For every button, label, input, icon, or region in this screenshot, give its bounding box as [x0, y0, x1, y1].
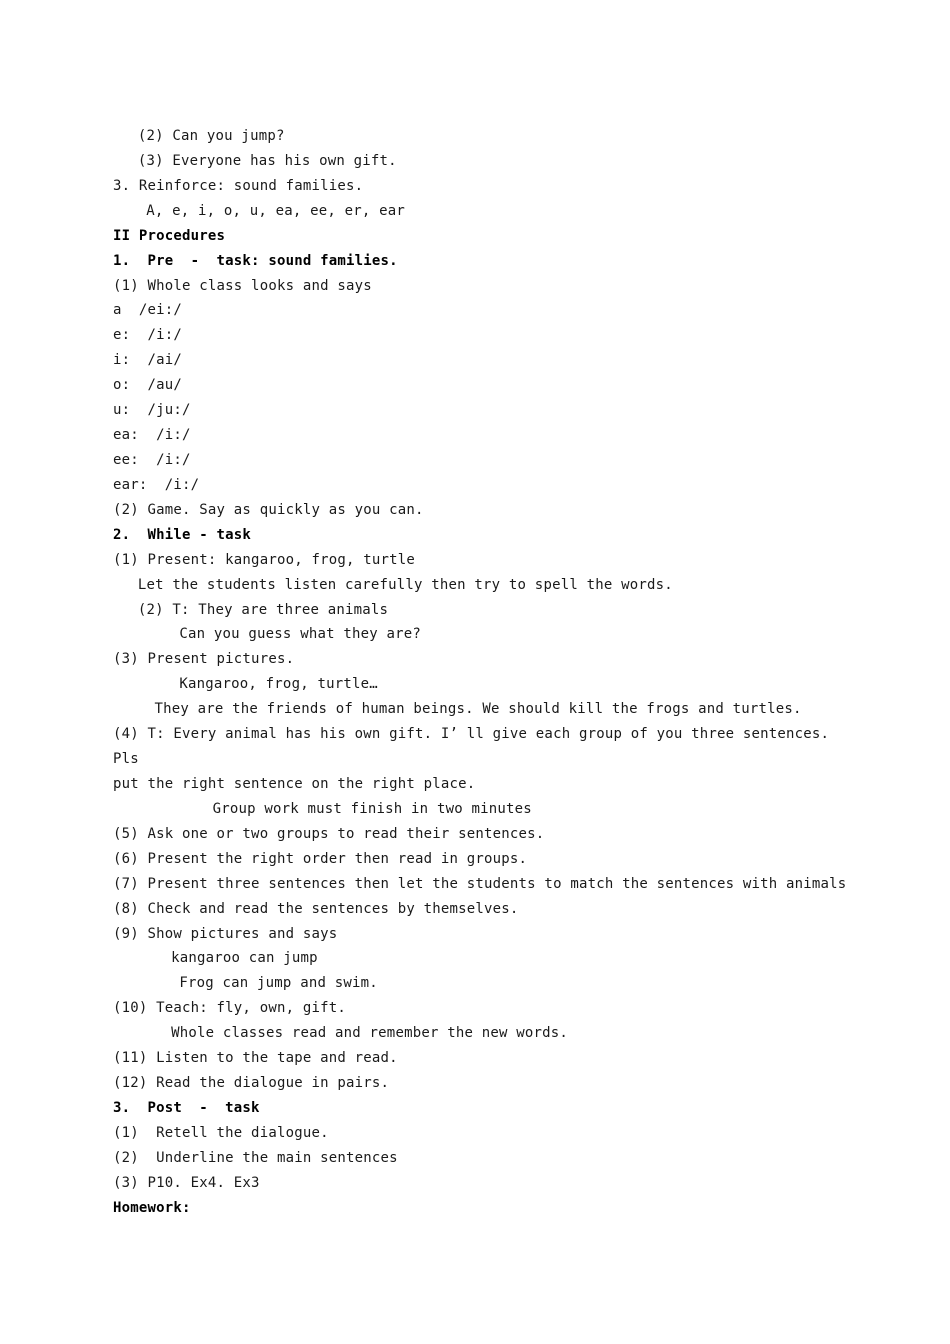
- text-line: Whole classes read and remember the new words.: [171, 1025, 569, 1042]
- text-line: ee: /i:/: [113, 451, 191, 468]
- text-line: ea: /i:/: [113, 427, 191, 444]
- text-line: Frog can jump and swim.: [179, 975, 378, 992]
- text-line: (12) Read the dialogue in pairs.: [113, 1075, 390, 1092]
- text-line: kangaroo can jump: [171, 950, 318, 967]
- text-line: (6) Present the right order then read in groups.: [113, 850, 528, 867]
- section-heading: II Procedures: [113, 227, 226, 244]
- text-line: e: /i:/: [113, 327, 183, 344]
- text-line: put the right sentence on the right place.: [113, 775, 476, 792]
- text-line: (11) Listen to the tape and read.: [113, 1050, 398, 1067]
- text-line: (3) Everyone has his own gift.: [137, 152, 397, 169]
- text-line: (7) Present three sentences then let the students to match the sentences with animals: [113, 875, 847, 892]
- text-line: (8) Check and read the sentences by themselves.: [113, 900, 519, 917]
- text-line: (1) Present: kangaroo, frog, turtle: [113, 551, 416, 568]
- text-line: u: /ju:/: [113, 402, 191, 419]
- text-line: (3) Present pictures.: [113, 651, 295, 668]
- text-line: A, e, i, o, u, ea, ee, er, ear: [146, 202, 406, 219]
- lesson-plan-body: [113, 124, 853, 1221]
- text-line: (4) T: Every animal has his own gift. I’ ll give each group of you three sentences.: [113, 726, 830, 743]
- text-line: Group work must finish in two minutes: [212, 800, 532, 817]
- text-line: (9) Show pictures and says: [113, 925, 338, 942]
- text-line: 3. Reinforce: sound families.: [113, 177, 364, 194]
- section-heading: 1. Pre - task: sound families.: [113, 252, 398, 269]
- text-line: (5) Ask one or two groups to read their sentences.: [113, 825, 545, 842]
- text-line: (1) Whole class looks and says: [113, 277, 372, 294]
- text-line: Let the students listen carefully then try to spell the words.: [137, 576, 673, 593]
- text-line: Can you guess what they are?: [179, 626, 421, 643]
- section-heading: 3. Post - task: [113, 1099, 260, 1116]
- text-line: (2) Game. Say as quickly as you can.: [113, 501, 424, 518]
- text-line: a /ei:/: [113, 302, 183, 319]
- section-heading: Homework:: [113, 1199, 191, 1216]
- text-line: (1) Retell the dialogue.: [113, 1124, 329, 1141]
- text-line: (10) Teach: fly, own, gift.: [113, 1000, 346, 1017]
- text-line: ear: /i:/: [113, 476, 200, 493]
- text-line: (2) T: They are three animals: [137, 601, 389, 618]
- text-line: (3) P10. Ex4. Ex3: [113, 1174, 260, 1191]
- text-line: (2) Can you jump?: [137, 128, 285, 144]
- text-line: Kangaroo, frog, turtle…: [179, 676, 378, 693]
- text-line: (2) Underline the main sentences: [113, 1149, 398, 1166]
- text-line: They are the friends of human beings. We should kill the frogs and turtles.: [154, 701, 802, 718]
- section-heading: 2. While - task: [113, 526, 252, 543]
- text-line: i: /ai/: [113, 352, 183, 369]
- text-line: o: /au/: [113, 377, 183, 394]
- text-line: Pls: [113, 751, 139, 768]
